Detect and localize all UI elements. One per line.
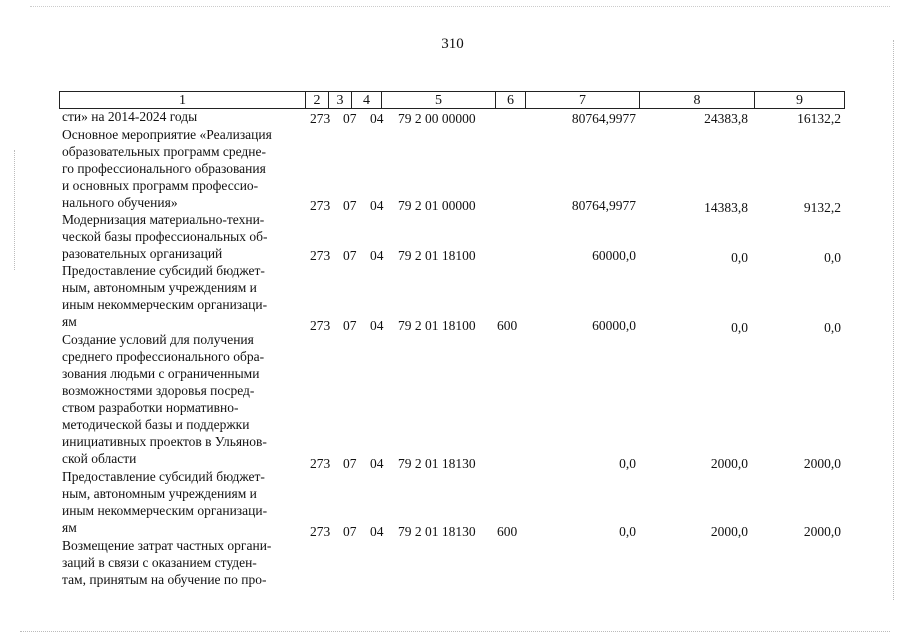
cell-col-4: 04 [370,198,384,213]
cell-col-7: 60000,0 [592,248,636,263]
page-number: 310 [441,36,464,52]
cell-col-9: 2000,0 [803,524,841,539]
cell-col-4: 04 [370,111,384,126]
header-col-3: 3 [328,91,352,109]
description-line: иным некоммерческим организаци- [62,503,268,518]
description-line: возможностями здоровья посред- [62,383,255,398]
cell-col-2: 273 [310,248,331,263]
description-line: ческой базы профессиональных об- [62,229,268,244]
cell-col-8: 14383,8 [704,200,748,215]
cell-col-4: 04 [370,318,384,333]
header-col-2: 2 [305,91,329,109]
cell-col-7: 80764,9977 [571,198,636,213]
scan-bottom-edge [20,631,890,632]
description-line: инициативных проектов в Ульянов- [62,434,267,449]
cell-col-8: 0,0 [731,250,748,265]
scan-right-edge [893,40,894,600]
cell-col-5: 79 2 01 18130 [398,524,476,539]
row-description [62,262,298,330]
cell-col-4: 04 [370,524,384,539]
description-line: образовательных программ средне- [62,144,267,159]
description-line: Возмещение затрат частных органи- [62,538,272,553]
cell-col-9: 0,0 [824,250,841,265]
row-description [62,126,298,211]
scan-top-edge [30,6,890,7]
cell-col-7: 80764,9977 [571,111,636,126]
header-col-9: 9 [754,91,845,109]
description-line: методической базы и поддержки [62,417,250,432]
description-line: Основное мероприятие «Реализация [62,127,272,142]
description-line: ным, автономным учреждениям и [62,280,257,295]
description-line: заций в связи с оказанием студен- [62,555,257,570]
row-description [62,331,298,467]
description-line: ской области [62,451,137,466]
description-line: Модернизация материально-техни- [62,212,265,227]
description-line: го профессионального образования [62,161,266,176]
description-line: зования людьми с ограниченными [62,366,260,381]
row-description [62,537,298,588]
description-line: среднего профессионального обра- [62,349,265,364]
description-line: нального обучения» [62,195,178,210]
description-line: Предоставление субсидий бюджет- [62,263,265,278]
cell-col-5: 79 2 01 18100 [398,318,476,333]
cell-col-6: 600 [497,524,518,539]
description-line: разовательных организаций [62,246,223,261]
cell-col-3: 07 [343,524,357,539]
cell-col-3: 07 [343,198,357,213]
description-line: ством разработки нормативно- [62,400,239,415]
cell-col-4: 04 [370,456,384,471]
row-description [62,211,298,262]
description-line: и основных программ профессио- [62,178,259,193]
header-col-7: 7 [525,91,640,109]
cell-col-8: 2000,0 [710,524,748,539]
cell-col-5: 79 2 01 00000 [398,198,476,213]
cell-col-9: 16132,2 [797,111,841,126]
cell-col-5: 79 2 01 18130 [398,456,476,471]
cell-col-9: 2000,0 [803,456,841,471]
cell-col-3: 07 [343,248,357,263]
cell-col-4: 04 [370,248,384,263]
description-line: ям [62,520,77,535]
cell-col-7: 0,0 [619,524,636,539]
header-col-5: 5 [381,91,496,109]
description-line: сти» на 2014-2024 годы [62,109,198,124]
header-col-1: 1 [59,91,306,109]
description-line: ям [62,314,77,329]
header-col-8: 8 [639,91,755,109]
row-description [62,468,298,536]
cell-col-8: 0,0 [731,320,748,335]
cell-col-7: 60000,0 [592,318,636,333]
header-col-4: 4 [351,91,382,109]
description-line: там, принятым на обучение по про- [62,572,267,587]
cell-col-9: 0,0 [824,320,841,335]
cell-col-3: 07 [343,456,357,471]
cell-col-7: 0,0 [619,456,636,471]
description-line: Предоставление субсидий бюджет- [62,469,265,484]
cell-col-2: 273 [310,198,331,213]
cell-col-8: 24383,8 [704,111,748,126]
cell-col-2: 273 [310,456,331,471]
cell-col-5: 79 2 00 00000 [398,111,476,126]
description-line: Создание условий для получения [62,332,254,347]
cell-col-3: 07 [343,111,357,126]
description-line: иным некоммерческим организаци- [62,297,268,312]
cell-col-2: 273 [310,524,331,539]
row-description [62,108,298,125]
cell-col-3: 07 [343,318,357,333]
scan-left-edge [14,150,15,270]
cell-col-9: 9132,2 [803,200,841,215]
cell-col-5: 79 2 01 18100 [398,248,476,263]
cell-col-2: 273 [310,111,331,126]
header-col-6: 6 [495,91,526,109]
cell-col-8: 2000,0 [710,456,748,471]
cell-col-6: 600 [497,318,518,333]
description-line: ным, автономным учреждениям и [62,486,257,501]
budget-table [59,91,845,611]
cell-col-2: 273 [310,318,331,333]
